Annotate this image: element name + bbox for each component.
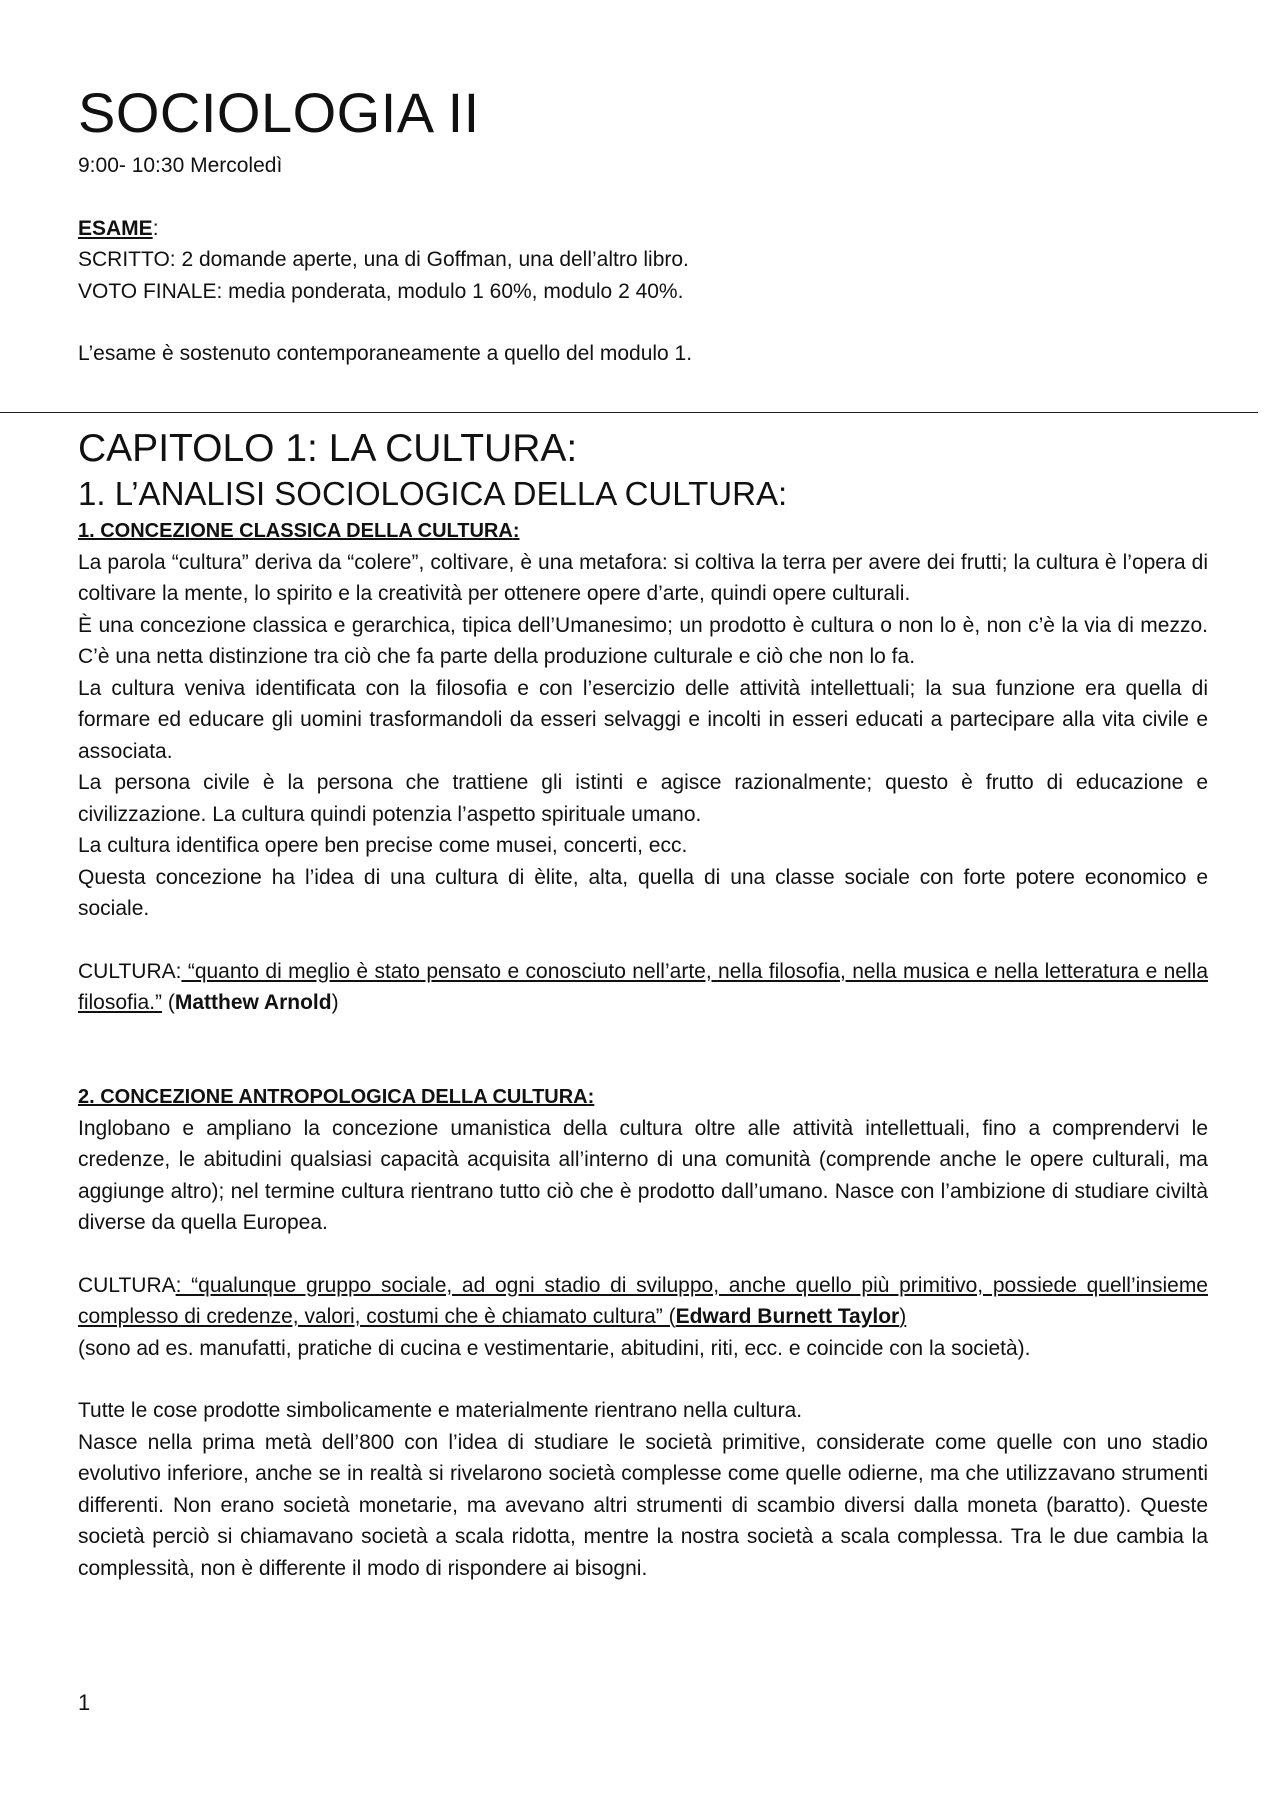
chapter-title: CAPITOLO 1: LA CULTURA:: [78, 426, 578, 470]
classical-paragraph-1: La parola “cultura” deriva da “colere”, coltivare, è una metafora: si coltiva la terra per avere dei frutti; la cultura è l’opera di coltivare la mente, lo spirito e la creatività per ottenere opere d’arte, quindi opere culturali.: [78, 550, 1208, 605]
page-content: [78, 76, 1208, 1584]
anthropological-heading: 2. CONCEZIONE ANTROPOLOGICA DELLA CULTURA:: [78, 1085, 595, 1108]
exam-written: SCRITTO: 2 domande aperte, una di Goffman, una dell’altro libro.: [78, 248, 689, 271]
classical-paragraph-6: Questa concezione ha l’idea di una cultura di èlite, alta, quella di una classe sociale con forte potere economico e sociale.: [78, 865, 1208, 920]
schedule-line: 9:00- 10:30 Mercoledì: [78, 154, 283, 177]
document-title: SOCIOLOGIA II: [78, 81, 480, 144]
page-number: 1: [78, 1690, 91, 1715]
classical-definition: CULTURA: “quanto di meglio è stato pensato e conosciuto nell’arte, nella filosofia, nella musica e nella letteratura e nella filosofia.” (Matthew Arnold): [78, 959, 1208, 1014]
anthropological-paragraph-1: Inglobano e ampliano la concezione umanistica della cultura oltre alle attività intellettuali, fino a comprendervi le credenze, le abitudini qualsiasi capacità acquisita all’interno di una comunità (comprende anche le opere culturali, ma aggiunge altro); nel termine cultura rientrano tutto ciò che è prodotto dall’umano. Nasce con l’ambizione di studiare civiltà diverse da quella Europea.: [78, 1116, 1208, 1234]
horizontal-divider: [0, 412, 1258, 413]
classical-heading: 1. CONCEZIONE CLASSICA DELLA CULTURA:: [78, 519, 520, 542]
classical-paragraph-3: La cultura veniva identificata con la filosofia e con l’esercizio delle attività intellettuali; la sua funzione era quella di formare ed educare gli uomini trasformandoli da esseri selvaggi e incolti in esseri educati a partecipare alla vita civile e associata.: [78, 676, 1208, 763]
classical-paragraph-2: È una concezione classica e gerarchica, tipica dell’Umanesimo; un prodotto è cultura o non lo è, non c’è la via di mezzo. C’è una netta distinzione tra ciò che fa parte della produzione culturale e ciò che non lo fa.: [78, 613, 1208, 668]
definition-author: Matthew Arnold: [174, 991, 332, 1014]
anthropological-definition: CULTURA: “qualunque gruppo sociale, ad ogni stadio di sviluppo, anche quello più primitivo, possiede quell’insieme complesso di credenze, valori, costumi che è chiamato cultura” (Edward Burnett Taylor): [78, 1273, 1208, 1328]
definition-label: CULTURA:: [78, 959, 182, 983]
definition-author: Edward Burnett Taylor: [675, 1305, 900, 1328]
anthropological-paragraph-2: Tutte le cose prodotte simbolicamente e materialmente rientrano nella cultura.: [78, 1399, 803, 1422]
classical-paragraph-4: La persona civile è la persona che trattiene gli istinti e agisce razionalmente; questo è frutto di educazione e civilizzazione. La cultura quindi potenzia l’aspetto spirituale umano.: [78, 771, 1208, 826]
classical-paragraph-5: La cultura identifica opere ben precise come musei, concerti, ecc.: [78, 834, 688, 857]
section-title: 1. L’ANALISI SOCIOLOGICA DELLA CULTURA:: [78, 474, 788, 512]
exam-note: L’esame è sostenuto contemporaneamente a quello del modulo 1.: [78, 342, 693, 365]
anthropological-definition-note: (sono ad es. manufatti, pratiche di cucina e vestimentarie, abitudini, riti, ecc. e coincide con la società).: [78, 1336, 1031, 1360]
exam-label-line: ESAME:: [78, 216, 159, 240]
definition-label: CULTURA: [78, 1273, 176, 1297]
exam-final-grade: VOTO FINALE: media ponderata, modulo 1 60%, modulo 2 40%.: [78, 279, 684, 303]
definition-quote: : “qualunque gruppo sociale, ad ogni stadio di sviluppo, anche quello più primitivo, possiede quell’insieme complesso di credenze, valori, costumi che è chiamato cultura” (: [78, 1273, 1208, 1328]
anthropological-paragraph-3: Nasce nella prima metà dell’800 con l’idea di studiare le società primitive, considerate come quelle con uno stadio evolutivo inferiore, anche se in realtà si rivelarono società complesse come quelle odierne, ma che utilizzavano strumenti differenti. Non erano società monetarie, ma avevano altri strumenti di scambio diversi dalla moneta (baratto). Queste società perciò si chiamavano società a scala ridotta, mentre la nostra società a scala complessa. Tra le due cambia la complessità, non è differente il modo di rispondere ai bisogni.: [78, 1430, 1208, 1580]
definition-quote: “quanto di meglio è stato pensato e conosciuto nell’arte, nella filosofia, nella musica e nella letteratura e nella filosofia.”: [78, 959, 1208, 1014]
exam-label: ESAME: [78, 216, 153, 240]
